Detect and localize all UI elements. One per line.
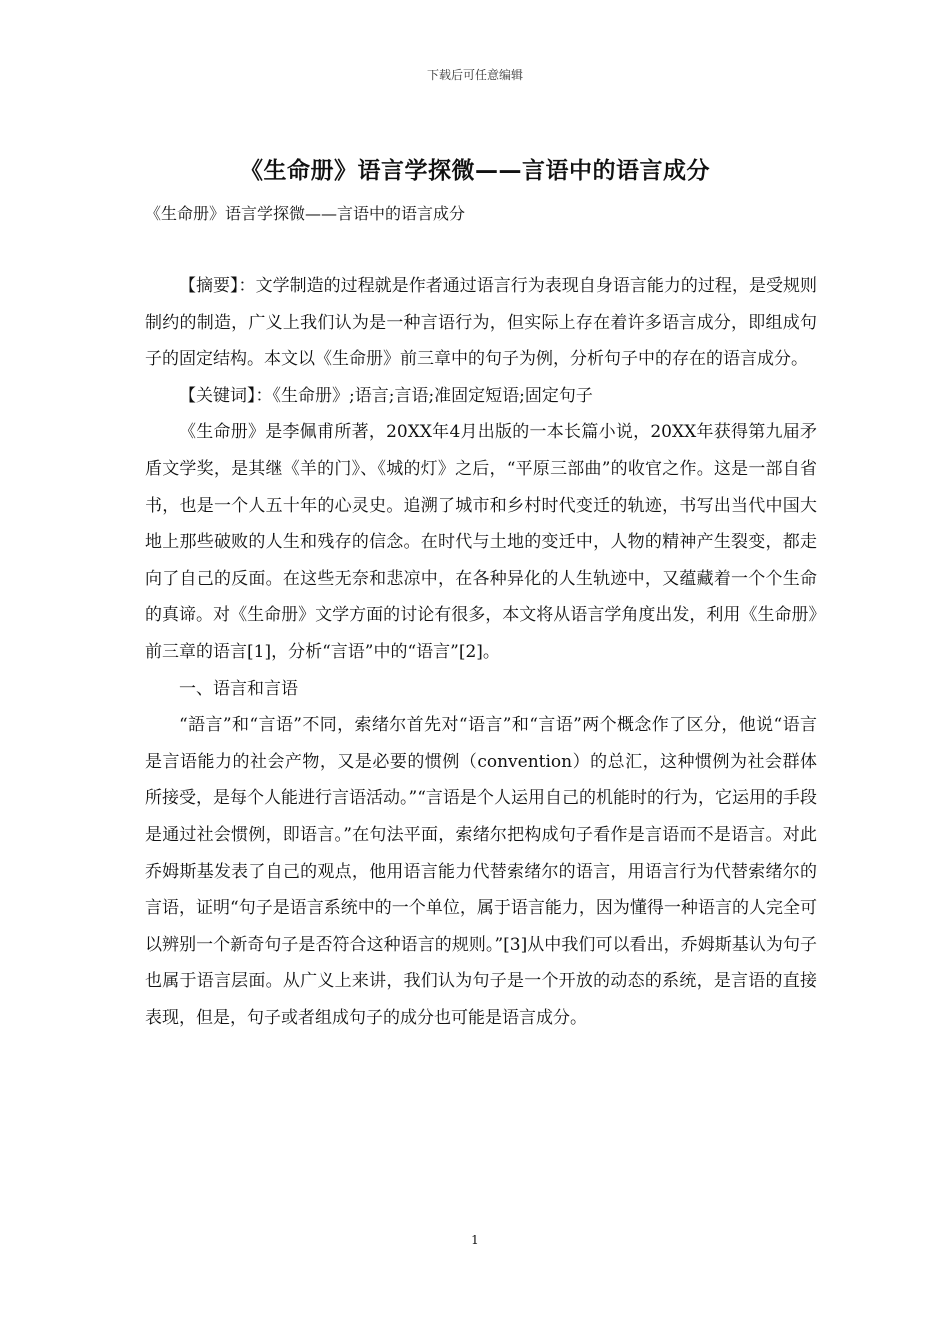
section-paragraph: “語言”和“言语”不同，索绪尔首先对“语言”和“言语”两个概念作了区分，他说“语言是言语能力的社会产物，又是必要的惯例（convention）的总汇，这种惯例为社会群体所接受，是每个人能进行言语活动。”“言语是个人运用自己的机能时的行为，它运用的手段是通过社会惯例，即语言。”在句法平面，索绪尔把构成句子看作是言语而不是语言。对此乔姆斯基发表了自己的观点，他用语言能力代替索绪尔的语言，用语言行为代替索绪尔的言语，证明“句子是语言系统中的一个单位，属于语言能力，因为懂得一种语言的人完全可以辨别一个新奇句子是否符合这种语言的规则。”[3]从中我们可以看出，乔姆斯基认为句子也属于语言层面。从广义上来讲，我们认为句子是一个开放的动态的系统，是言语的直接表现，但是，句子或者组成句子的成分也可能是语言成分。 [145,715,817,1028]
document-title: 《生命册》语言学探微——言语中的语言成分 [240,158,710,184]
intro-paragraph: 《生命册》是李佩甫所著，20XX年4月出版的一本长篇小说，20XX年获得第九届矛盾文学奖，是其继《羊的门》、《城的灯》之后，“平原三部曲”的收官之作。这是一部自省书，也是一个人五十年的心灵史。追溯了城市和乡村时代变迁的轨迹，书写出当代中国大地上那些破败的人生和残存的信念。在时代与土地的变迁中，人物的精神产生裂变，都走向了自己的反面。在这些无奈和悲凉中，在各种异化的人生轨迹中，又蕴藏着一个个生命的真谛。对《生命册》文学方面的讨论有很多，本文将从语言学角度出发，利用《生命册》前三章的语言[1]，分析“言语”中的“语言”[2]。 [145,422,817,662]
page-number: 1 [471,1233,479,1247]
document-body [145,268,817,1036]
keywords-paragraph: 【关键词】：《生命册》;语言;言语;准固定短语;固定句子 [179,385,593,406]
header-note: 下载后可任意编辑 [426,68,523,82]
section-heading: 一、语言和言语 [179,678,298,699]
abstract-paragraph: 【摘要】：文学制造的过程就是作者通过语言行为表现自身语言能力的过程，是受规则制约的制造，广义上我们认为是一种言语行为，但实际上存在着许多语言成分，即组成句子的固定结构。本文以《生命册》前三章中的句子为例，分析句子中的存在的语言成分。 [145,276,817,370]
document-subtitle: 《生命册》语言学探微——言语中的语言成分 [145,204,466,223]
